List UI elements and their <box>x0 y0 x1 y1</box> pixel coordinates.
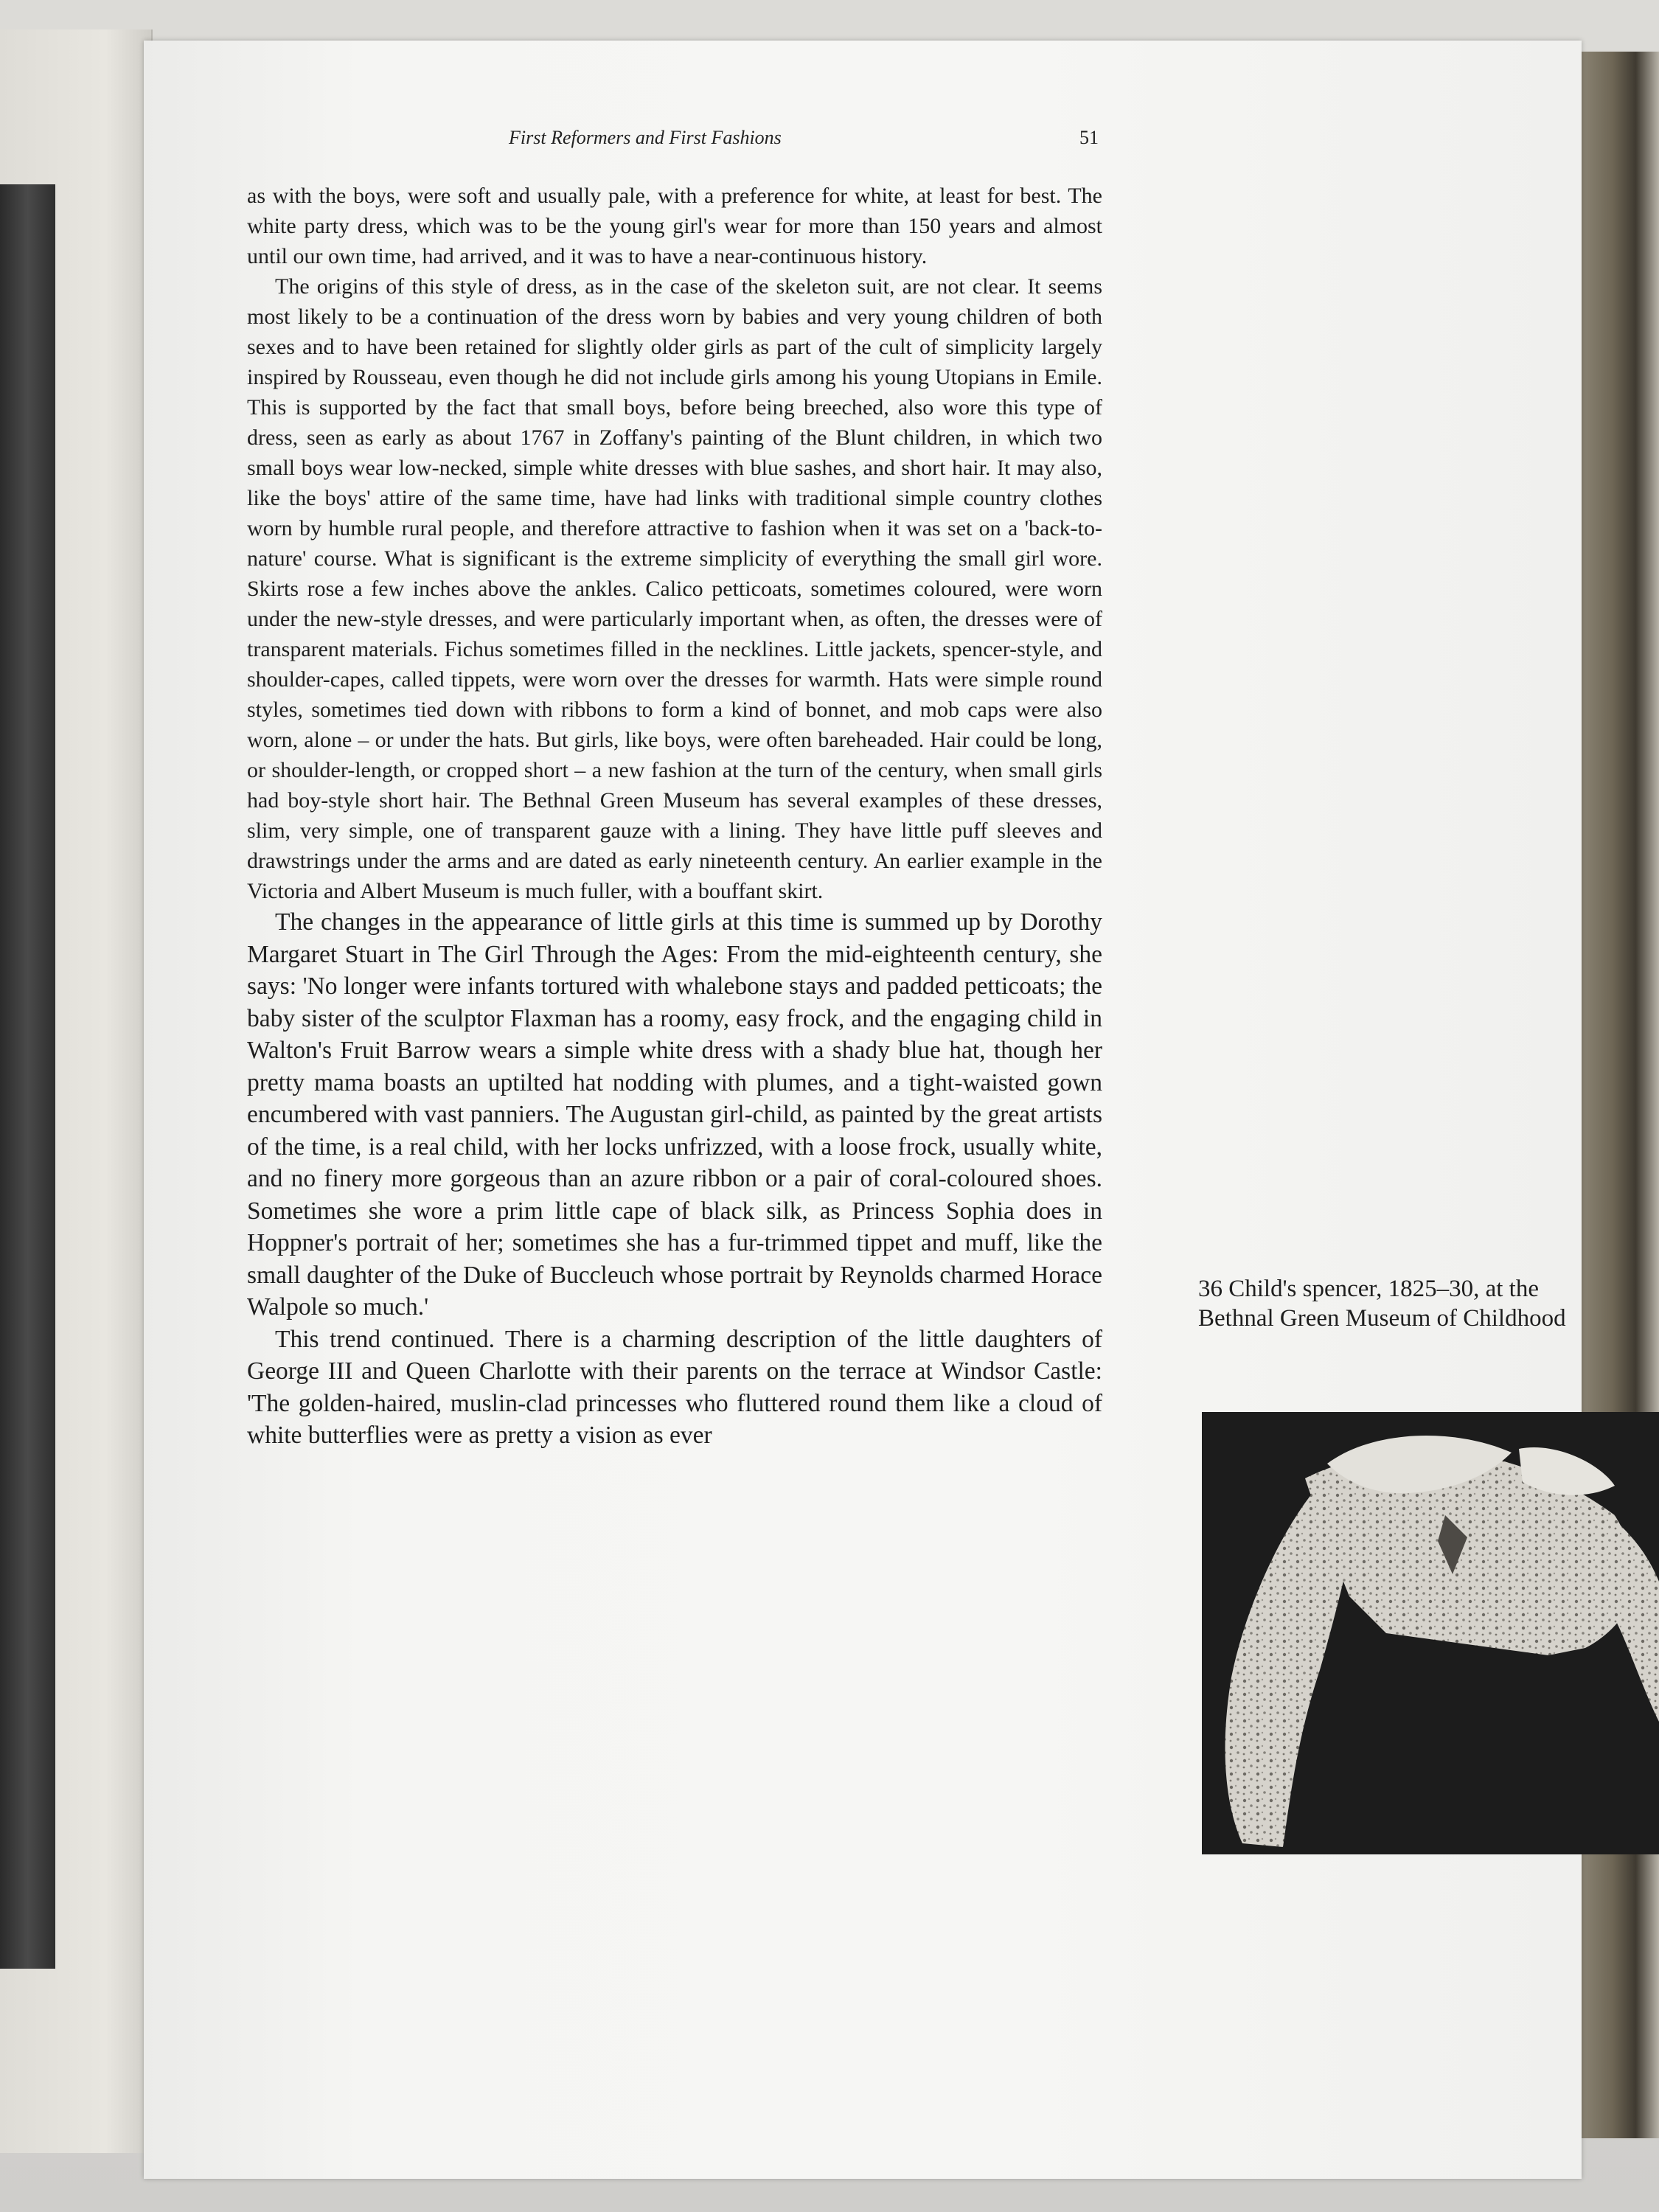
page-header <box>509 127 1099 156</box>
body-text <box>247 181 1102 1452</box>
facing-page-photo <box>0 184 55 1969</box>
spencer-jacket-image <box>1202 1412 1659 1854</box>
paragraph-3: The changes in the appearance of little girls at this time is summed up by Dorothy Margaret Stuart in The Girl Through the Ages: From the mid-eighteenth century, she says: 'No longer were infants tortured with whalebone stays and padded petticoats; the baby sister of the sculptor Flaxman has a roomy, easy frock, and the engaging child in Walton's Fruit Barrow wears a simple white dress with a shady blue hat, though her pretty mama boasts an uptilted hat nodding with plumes, and a tight-waisted gown encumbered with vast panniers. The Augustan girl-child, as painted by the great artists of the time, is a real child, with her locks unfrizzed, with a loose frock, usually white, and no finery more gorgeous than an azure ribbon or a pair of coral-coloured shoes. Sometimes she wore a prim little cape of black silk, as Princess Sophia does in Hoppner's portrait of her; sometimes she has a fur-trimmed tippet and muff, like the small daughter of the Duke of Buccleuch whose portrait by Reynolds charmed Horace Walpole so much.' <box>247 908 1102 1321</box>
paragraph-1: as with the boys, were soft and usually pale, with a preference for white, at least for best. The white party dress, which was to be the young girl's wear for more than 150 years and almost until our own time, had arrived, and it was to have a near-continuous history. <box>247 184 1102 268</box>
facing-page <box>0 29 153 2153</box>
paragraph-2: The origins of this style of dress, as in the case of the skeleton suit, are not clear. It seems most likely to be a continuation of the dress worn by babies and very young children of both sexes and to have been retained for slightly older girls as part of the cult of simplicity largely inspired by Rousseau, even though he did not include girls among his young Utopians in Emile. This is supported by the fact that small boys, before being breeched, also wore this type of dress, seen as early as about 1767 in Zoffany's painting of the Blunt children, in which two small boys wear low-necked, simple white dresses with blue sashes, and short hair. It may also, like the boys' attire of the same time, have had links with traditional simple country clothes worn by humble rural people, and therefore attractive to fashion when it was set on a 'back-to-nature' course. What is significant is the extreme simplicity of everything the small girl wore. Skirts rose a few inches above the ankles. Calico petticoats, sometimes coloured, were worn under the new-style dresses, and were particularly important when, as often, the dresses were of transparent materials. Fichus sometimes filled in the necklines. Little jackets, spencer-style, and shoulder-capes, called tippets, were worn over the dresses for warmth. Hats were simple round styles, sometimes tied down with ribbons to form a kind of bonnet, and mob caps were also worn, alone – or under the hats. But girls, like boys, were often bareheaded. Hair could be long, or shoulder-length, or cropped short – a new fashion at the turn of the century, when small girls had boy-style short hair. The Bethnal Green Museum has several examples of these dresses, slim, very simple, one of transparent gauze with a lining. They have little puff sleeves and drawstrings under the arms and are dated as early nineteenth century. An earlier example in the Victoria and Albert Museum is much fuller, with a bouffant skirt. <box>247 274 1102 903</box>
running-head: First Reformers and First Fashions <box>509 127 782 148</box>
paragraph-4: This trend continued. There is a charming description of the little daughters of George III and Queen Charlotte with their parents on the terrace at Windsor Castle: 'The golden-haired, muslin-clad princesses who fluttered round them like a cloud of white butterflies were as pretty a vision as ever <box>247 1325 1102 1449</box>
page-number: 51 <box>1079 127 1099 148</box>
figure-caption: 36 Child's spencer, 1825–30, at the Bethnal Green Museum of Childhood <box>1198 1276 1566 1332</box>
spencer-photo <box>1202 1412 1659 1854</box>
